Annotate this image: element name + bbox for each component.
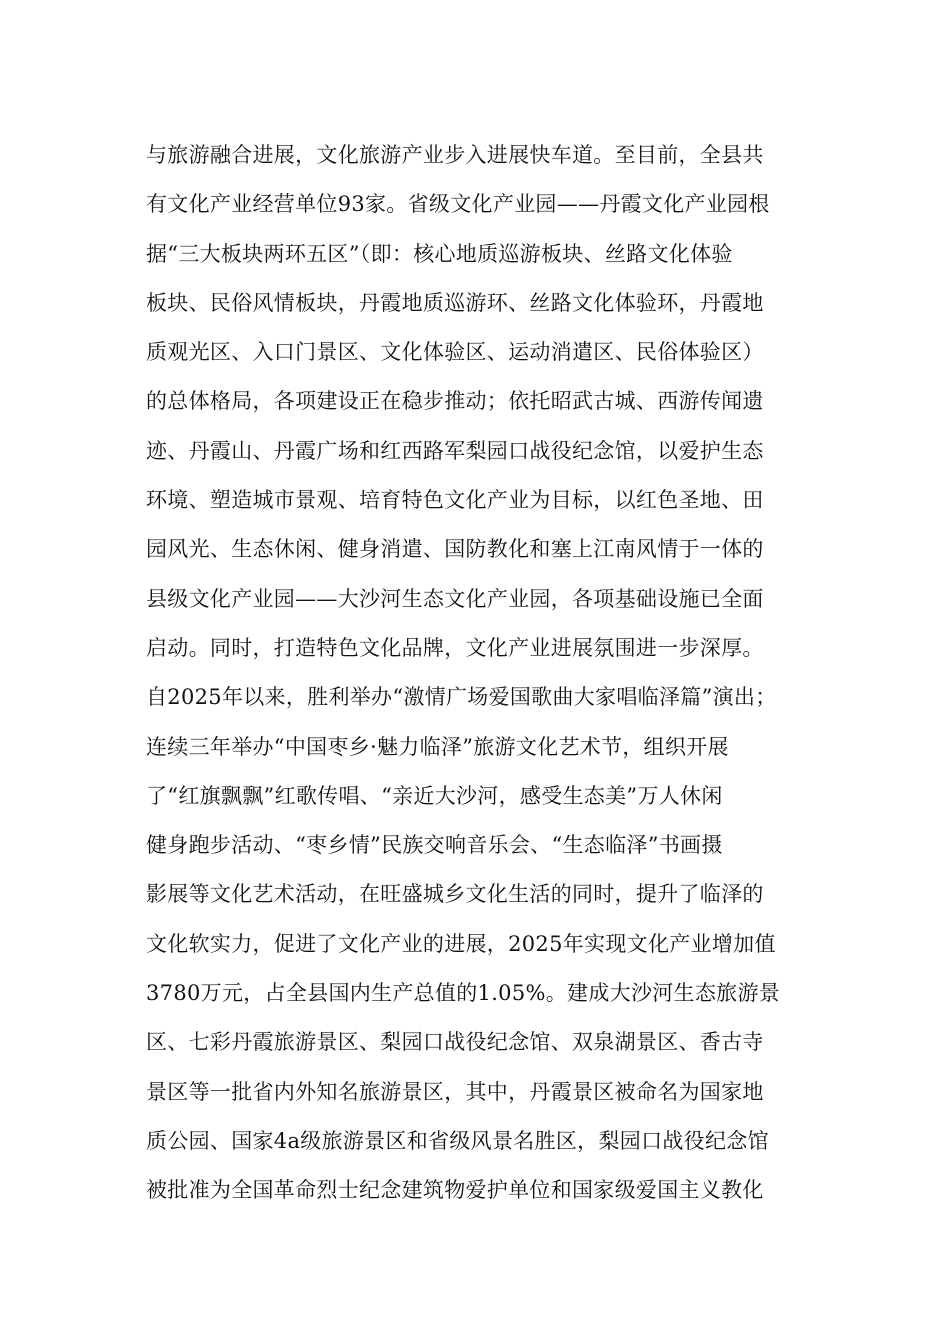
text-line: 质观光区、入口门景区、文化体验区、运动消遣区、民俗体验区）	[146, 340, 764, 365]
text-line: 健身跑步活动、“枣乡情”民族交响音乐会、“生态临泽”书画摄	[146, 833, 723, 858]
text-line: 了“红旗飘飘”红歌传唱、“亲近大沙河，感受生态美”万人休闲	[146, 783, 723, 808]
text-line: 自2025年以来，胜利举办“激情广场爱国歌曲大家唱临泽篇”演出；	[146, 685, 777, 710]
text-line: 有文化产业经营单位93家。省级文化产业园——丹霞文化产业园根	[146, 192, 770, 217]
text-line: 的总体格局，各项建设正在稳步推动；依托昭武古城、西游传闻遗	[146, 389, 764, 414]
text-line: 区、七彩丹霞旅游景区、梨园口战役纪念馆、双泉湖景区、香古寺	[146, 1030, 764, 1055]
text-line: 与旅游融合进展，文化旅游产业步入进展快车道。至目前，全县共	[146, 143, 764, 167]
text-line: 质公园、国家4a级旅游景区和省级风景名胜区，梨园口战役纪念馆	[146, 1128, 769, 1153]
text-line: 迹、丹霞山、丹霞广场和红西路军梨园口战役纪念馆，以爱护生态	[146, 438, 764, 463]
text-line: 被批准为全国革命烈士纪念建筑物爱护单位和国家级爱国主义教化	[146, 1178, 764, 1203]
text-line: 景区等一批省内外知名旅游景区，其中，丹霞景区被命名为国家地	[146, 1079, 764, 1104]
text-line: 文化软实力，促进了文化产业的进展，2025年实现文化产业增加值	[146, 931, 776, 956]
text-line: 连续三年举办“中国枣乡·魅力临泽”旅游文化艺术节，组织开展	[146, 734, 729, 759]
text-line: 板块、民俗风情板块，丹霞地质巡游环、丝路文化体验环，丹霞地	[146, 290, 764, 315]
text-line: 影展等文化艺术活动，在旺盛城乡文化生活的同时，提升了临泽的	[146, 882, 764, 907]
text-line: 园风光、生态休闲、健身消遣、国防教化和塞上江南风情于一体的	[146, 537, 764, 562]
text-line: 启动。同时，打造特色文化品牌，文化产业进展氛围进一步深厚。	[146, 635, 764, 660]
text-line: 据“三大板块两环五区”（即：核心地质巡游板块、丝路文化体验	[146, 241, 733, 266]
text-line: 县级文化产业园——大沙河生态文化产业园，各项基础设施已全面	[146, 586, 764, 611]
text-line: 3780万元，占全县国内生产总值的1.05%。建成大沙河生态旅游景	[146, 981, 781, 1006]
text-line: 环境、塑造城市景观、培育特色文化产业为目标，以红色圣地、田	[146, 488, 764, 513]
body-paragraph	[146, 131, 826, 1216]
